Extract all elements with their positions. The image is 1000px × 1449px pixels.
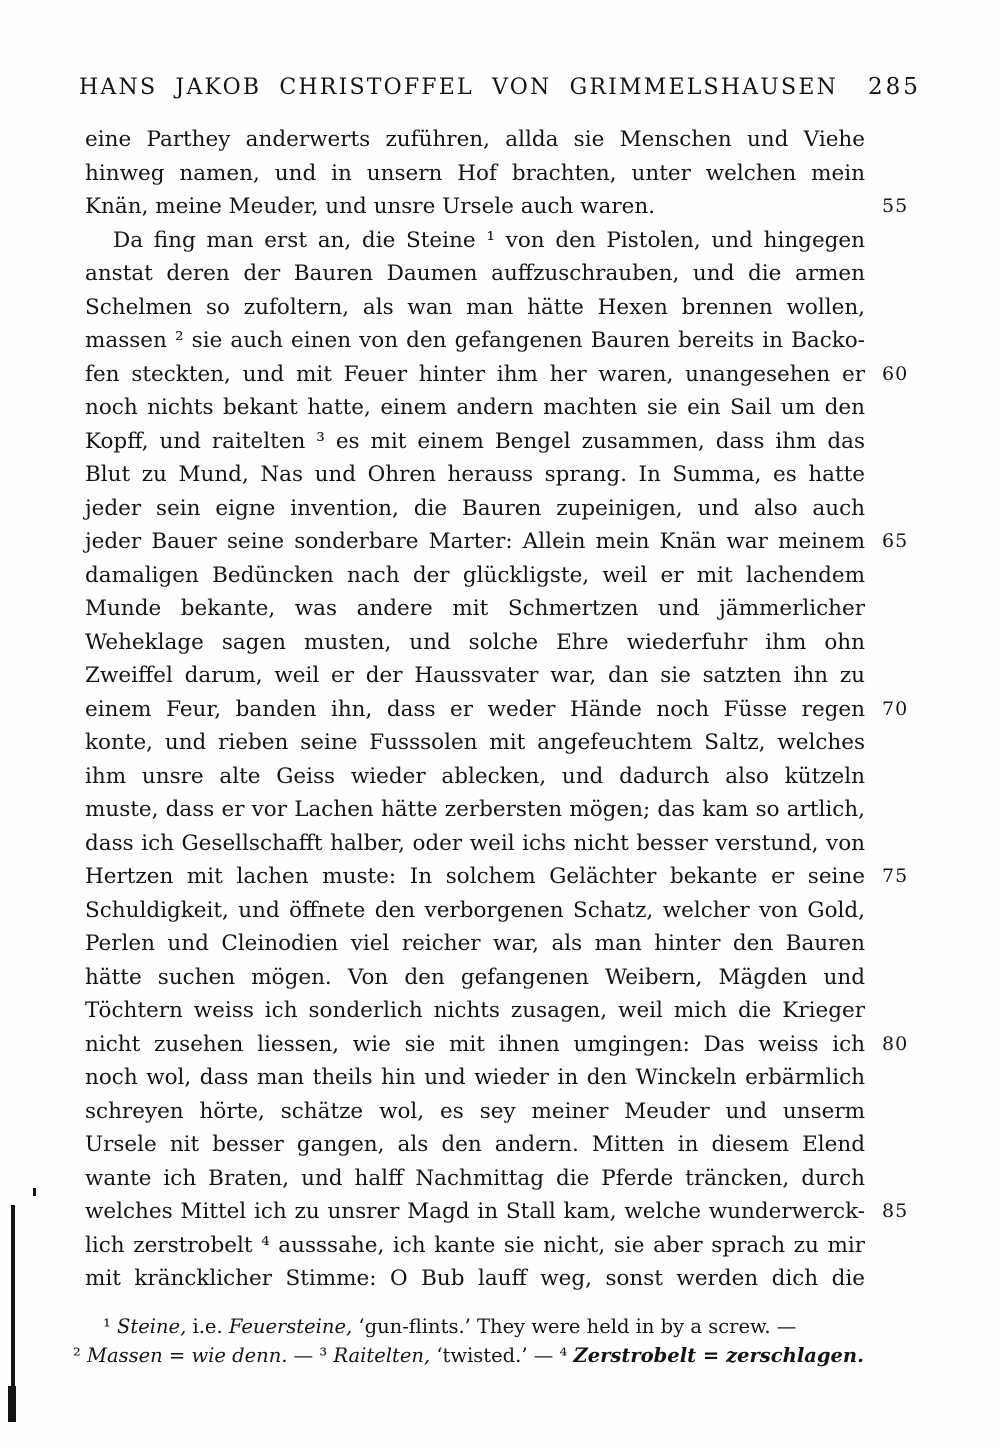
text-line-content: einem Feur, banden ihn, dass er weder Hände noch Füsse regen xyxy=(85,696,865,722)
footnote-segment: Raitelten, xyxy=(333,1344,431,1367)
text-line xyxy=(85,257,865,291)
text-line-content: damaligen Bedüncken nach der glückligste, weil er mit lachendem xyxy=(85,562,865,588)
footnote-block xyxy=(73,1312,865,1370)
text-line xyxy=(85,626,865,660)
text-line xyxy=(85,425,865,459)
text-line xyxy=(85,391,865,425)
text-line xyxy=(85,793,865,827)
text-line-content: konte, und rieben seine Fusssolen mit angefeuchtem Saltz, welches xyxy=(85,730,865,755)
text-line-content: Kopff, und raitelten ³ es mit einem Bengel zusammen, dass ihm das xyxy=(85,428,865,454)
text-line xyxy=(85,994,865,1028)
footnote-segment: ‘gun-flints.’ They were held in by a screw. — xyxy=(352,1315,797,1338)
text-line xyxy=(85,693,909,727)
text-line-content: Schelmen so zufoltern, als wan man hätte Hexen brennen wollen, xyxy=(85,294,865,320)
text-line xyxy=(85,190,909,224)
margin-tick-artifact xyxy=(33,1188,36,1196)
text-line-content: muste, dass er vor Lachen hätte zerbersten mögen; das kam so artlich, xyxy=(85,797,865,822)
text-line xyxy=(85,1128,865,1162)
text-line xyxy=(85,1095,865,1129)
footnote-segment: ² xyxy=(73,1344,88,1367)
text-line-content: nicht zusehen liessen, wie sie mit ihnen umgingen: Das weiss ich xyxy=(85,1031,865,1057)
text-line-content: Munde bekante, was andere mit Schmertzen und jämmerlicher xyxy=(85,596,865,621)
text-line xyxy=(85,358,909,392)
text-line-content: ihm unsre alte Geiss wieder ablecken, und dadurch also kützeln xyxy=(85,763,865,789)
text-line-content: anstat deren der Bauren Daumen auffzuschrauben, und die armen xyxy=(85,261,865,286)
footnote-segment: Feuersteine, xyxy=(228,1315,353,1338)
text-line xyxy=(85,927,865,961)
text-line-content: Weheklage sagen musten, und solche Ehre wiederfuhr ihm ohn xyxy=(85,629,865,655)
text-line-content: welches Mittel ich zu unsrer Magd in Stall kam, welche wunderwerck- xyxy=(85,1199,865,1224)
footnote-segment: Zerstrobelt = zerschlagen. xyxy=(573,1344,864,1367)
text-line-content: schreyen hörte, schätze wol, es sey meiner Meuder und unserm xyxy=(85,1098,865,1124)
line-number: 75 xyxy=(882,865,909,887)
text-line xyxy=(85,525,909,559)
text-line-content: massen ² sie auch einen von den gefangenen Bauren bereits in Backo- xyxy=(85,328,865,353)
line-number: 60 xyxy=(882,362,909,385)
text-line xyxy=(85,559,865,593)
margin-line-artifact xyxy=(11,1205,15,1390)
footnote-segment: ‘twisted.’ — ⁴ xyxy=(430,1344,574,1367)
text-line-content: Knän, meine Meuder, und unsre Ursele auch waren. xyxy=(85,194,656,219)
text-line xyxy=(85,123,865,157)
text-line-content: eine Parthey anderwerts zuführen, allda sie Menschen und Viehe xyxy=(85,127,865,152)
text-line-content: Hertzen mit lachen muste: In solchem Gelächter bekante er seine xyxy=(85,864,865,889)
text-line xyxy=(85,324,865,358)
text-line-content: noch nichts bekant hatte, einem andern machten sie ein Sail um den xyxy=(85,395,865,420)
line-number: 65 xyxy=(882,530,909,552)
running-header xyxy=(0,74,1000,100)
text-line-content: Töchtern weiss ich sonderlich nichts zusagen, weil mich die Krieger xyxy=(85,998,865,1023)
text-line-content: jeder sein eigne invention, die Bauren zupeinigen, und also auch xyxy=(85,495,865,521)
text-line xyxy=(85,1028,909,1062)
text-line xyxy=(85,827,865,861)
text-line xyxy=(85,659,865,693)
footnote-segment: — ³ xyxy=(287,1344,334,1367)
line-number: 70 xyxy=(882,697,909,720)
text-line xyxy=(85,1162,865,1196)
header-title: HANS JAKOB CHRISTOFFEL VON GRIMMELSHAUSEN xyxy=(79,75,839,100)
text-line-content: hinweg namen, und in unsern Hof brachten, unter welchen mein xyxy=(85,160,865,186)
text-line xyxy=(85,157,865,191)
text-line-content: Da fing man erst an, die Steine ¹ von den Pistolen, und hingegen xyxy=(113,227,865,253)
text-line-content: lich zerstrobelt ⁴ ausssahe, ich kante sie nicht, sie aber sprach zu mir xyxy=(85,1232,865,1258)
text-block xyxy=(85,123,909,1296)
text-line xyxy=(85,1262,865,1296)
footnote xyxy=(73,1341,865,1370)
text-line-content: mit kräncklicher Stimme: O Bub lauff weg, sonst werden dich die xyxy=(85,1266,865,1291)
text-line-content: dass ich Gesellschafft halber, oder weil ichs nicht besser verstund, von xyxy=(85,830,865,856)
text-line xyxy=(85,224,865,258)
text-line-content: Ursele nit besser gangen, als den andern. Mitten in diesem Elend xyxy=(85,1132,865,1157)
text-line xyxy=(85,894,865,928)
text-line xyxy=(85,726,865,760)
header-page-number: 285 xyxy=(868,74,921,100)
line-number: 55 xyxy=(882,195,909,217)
line-number: 85 xyxy=(882,1200,909,1222)
text-line xyxy=(85,961,865,995)
text-line-content: Perlen und Cleinodien viel reicher war, als man hinter den Bauren xyxy=(85,931,865,956)
text-line xyxy=(85,291,865,325)
text-line-content: Blut zu Mund, Nas und Ohren herauss sprang. In Summa, es hatte xyxy=(85,462,865,487)
text-line xyxy=(85,592,865,626)
text-line-content: noch wol, dass man theils hin und wieder in den Winckeln erbärmlich xyxy=(85,1065,865,1090)
text-line xyxy=(85,492,865,526)
text-line xyxy=(85,1061,865,1095)
footnote-segment: i.e. xyxy=(186,1315,229,1338)
text-line xyxy=(85,760,865,794)
text-line xyxy=(85,860,909,894)
footnote-segment: Steine, xyxy=(117,1315,187,1338)
text-line xyxy=(85,1229,865,1263)
text-line-content: hätte suchen mögen. Von den gefangenen Weibern, Mägden und xyxy=(85,964,865,990)
margin-line-bottom-artifact xyxy=(8,1386,16,1422)
footnote-segment: Massen = wie denn. xyxy=(87,1344,288,1367)
text-line-content: fen steckten, und mit Feuer hinter ihm her waren, unangesehen er xyxy=(85,361,865,387)
footnote xyxy=(73,1312,865,1341)
text-line xyxy=(85,1195,909,1229)
footnote-segment: ¹ xyxy=(103,1315,118,1338)
text-line-content: Zweiffel darum, weil er der Haussvater war, dan sie satzten ihn zu xyxy=(85,663,865,688)
text-line-content: wante ich Braten, und halff Nachmittag die Pferde träncken, durch xyxy=(85,1165,865,1191)
text-line-content: Schuldigkeit, und öffnete den verborgenen Schatz, welcher von Gold, xyxy=(85,897,865,923)
text-line-content: jeder Bauer seine sonderbare Marter: Allein mein Knän war meinem xyxy=(85,529,865,554)
line-number: 80 xyxy=(882,1032,909,1055)
text-line xyxy=(85,458,865,492)
